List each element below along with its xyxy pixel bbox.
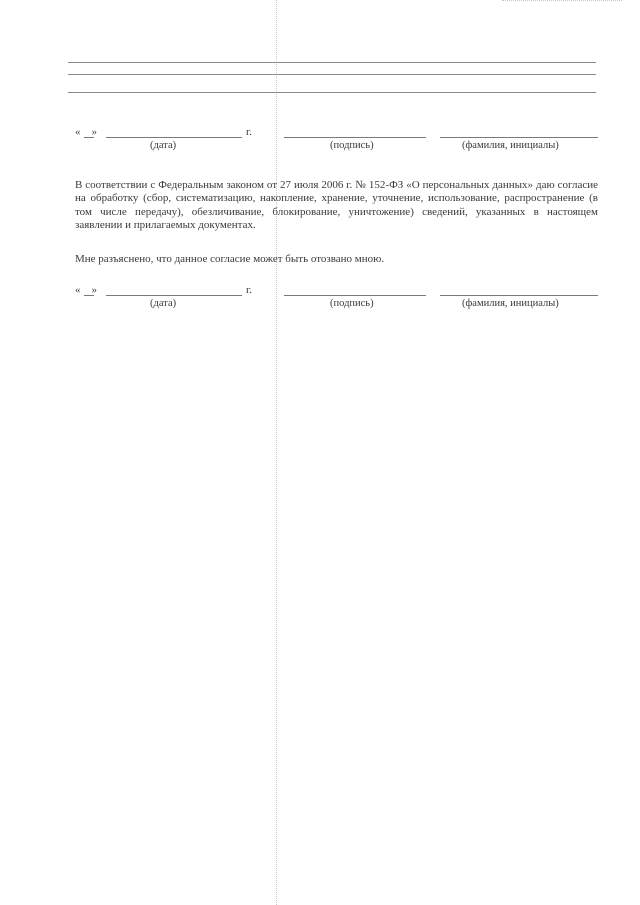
signature-blank	[284, 295, 426, 296]
signature-row-2	[0, 284, 640, 318]
consent-paragraph: В соответствии с Федеральным законом от 27 июля 2006 г. № 152-ФЗ «О персональных данных» даю согласие на обработку (сбор, систематизацию, накопление, хранение, уточнение, использование, распространение (в том числе передачу), обезличивание, блокирование, уничтожение) сведений, указанных в настоящем заявлении и прилагаемых документах.	[75, 179, 598, 232]
date-month-blank	[106, 295, 242, 296]
scan-edge-mark	[502, 0, 622, 1]
signature-blank	[284, 137, 426, 138]
date-month-blank	[106, 137, 242, 138]
name-caption: (фамилия, инициалы)	[462, 298, 559, 309]
year-suffix: г.	[246, 284, 253, 296]
name-caption: (фамилия, инициалы)	[462, 140, 559, 151]
date-day-quotes: « »	[75, 284, 97, 296]
fill-in-line-1	[68, 62, 596, 63]
year-suffix: г.	[246, 126, 253, 138]
revocation-note: Мне разъяснено, что данное согласие может быть отозвано мною.	[75, 253, 385, 265]
date-day-blank	[84, 295, 94, 296]
date-day-blank	[84, 137, 94, 138]
name-initials-blank	[440, 137, 598, 138]
name-initials-blank	[440, 295, 598, 296]
date-caption: (дата)	[150, 140, 177, 151]
signature-caption: (подпись)	[330, 140, 374, 151]
date-day-quotes: « »	[75, 126, 97, 138]
signature-row-1	[0, 126, 640, 160]
fill-in-line-3	[68, 92, 596, 93]
date-caption: (дата)	[150, 298, 177, 309]
signature-caption: (подпись)	[330, 298, 374, 309]
fill-in-line-2	[68, 74, 596, 75]
